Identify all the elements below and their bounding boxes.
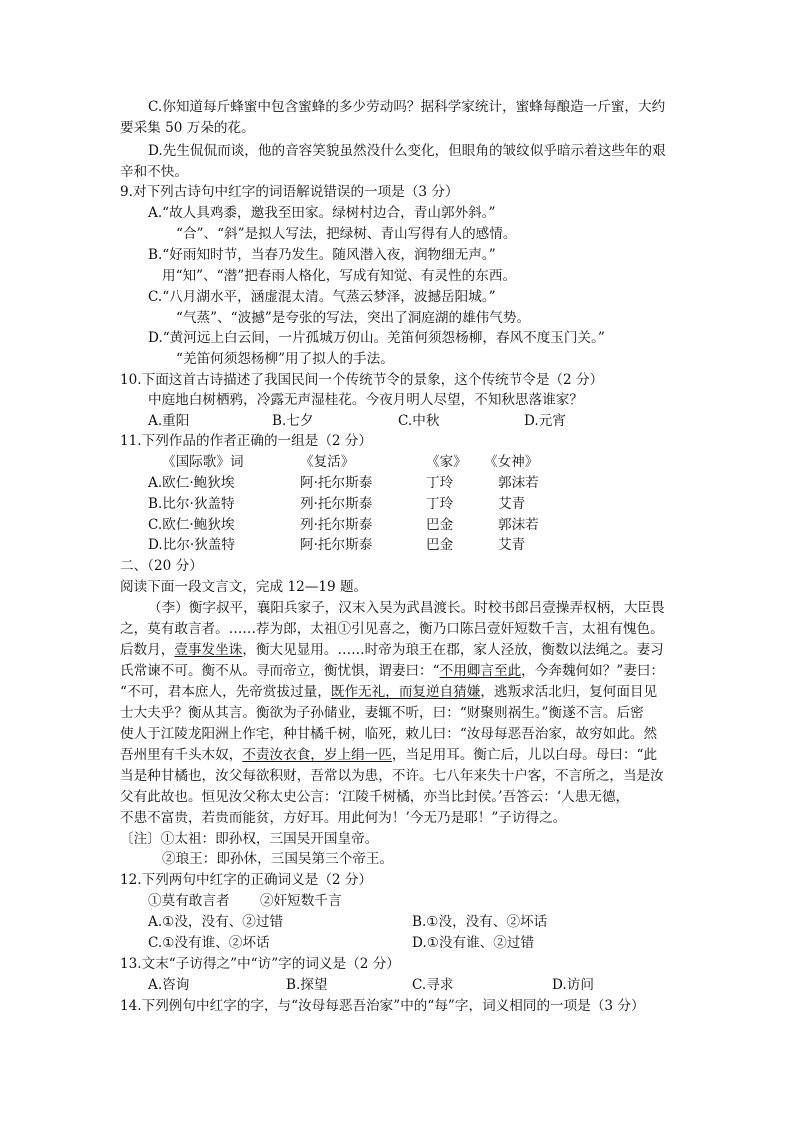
q12-stem: 12.下列两句中红字的正确词义是（2 分） bbox=[120, 872, 373, 888]
q11-row-c-col4: 郭沫若 bbox=[498, 517, 539, 533]
underlined-phrase: 不责汝衣食，岁上绢一匹 bbox=[242, 747, 392, 763]
q11-row-d-col4: 艾青 bbox=[498, 537, 526, 553]
underlined-phrase: 壹事发坐诛 bbox=[174, 642, 243, 658]
passage-text: 吾州里有千头木奴， bbox=[120, 747, 243, 763]
passage-text: “不可，君本庶人，先帝赏拔过量， bbox=[120, 684, 331, 700]
q11-row-a-col1: A.欧仁·鲍狄埃 bbox=[148, 475, 235, 491]
q11-stem: 11.下列作品的作者正确的一组是（2 分） bbox=[120, 433, 373, 449]
q11-row-d-col2: 阿·托尔斯泰 bbox=[300, 537, 373, 553]
section-2-intro: 阅读下面一段文言文，完成 12—19 题。 bbox=[120, 579, 368, 595]
q11-row-c-col1: C.欧仁·鲍狄埃 bbox=[148, 517, 235, 533]
q8-option-d-line2: 辛和不快。 bbox=[120, 164, 188, 180]
q9-option-d: D.“黄河远上白云间，一片孤城万仞山。羌笛何须怨杨柳，春风不度玉门关。” bbox=[148, 330, 605, 346]
q12-option-d: D.①没有谁、②过错 bbox=[412, 935, 535, 951]
q9-stem: 9.对下列古诗句中红字的词语解说错误的一项是（3 分） bbox=[120, 184, 459, 200]
q11-row-d-col1: D.比尔·狄盖特 bbox=[148, 537, 236, 553]
q11-row-c-col2: 列·托尔斯泰 bbox=[300, 517, 373, 533]
q8-option-d-line1: D.先生侃侃而谈，他的音容笑貌虽然没什么变化，但眼角的皱纹似乎暗示着这些年的艰 bbox=[148, 143, 666, 159]
passage-line-8 bbox=[120, 745, 657, 765]
q11-row-a-col3: 丁玲 bbox=[426, 475, 454, 491]
passage-text: ，衡大见显用。……时帝为琅王在郡，家人泾放，衡数以法绳之。妻习 bbox=[242, 642, 664, 658]
q12-option-a: A.①没，没有、②过错 bbox=[148, 914, 284, 930]
passage-text: ，逃叛求活北归，复何面目见 bbox=[480, 684, 658, 700]
passage-line-9: 当是种甘橘也，汝父每欲积财，吾常以为患，不许。七八年来失十户客，不言所之，当是汝 bbox=[120, 768, 664, 784]
q12-item-2: ②奸短数千言 bbox=[260, 893, 342, 909]
passage-line-1: （李）衡字叔平，襄阳兵家子，汉末入吴为武昌渡长。时校书郎吕壹操弄权柄，大臣畏 bbox=[148, 600, 665, 616]
q10-poem: 中庭地白树栖鸦，冷露无声湿桂花。今夜月明人尽望，不知秋思落谁家？ bbox=[148, 392, 583, 408]
q11-header-col2: 《复活》 bbox=[300, 454, 355, 470]
q9-option-c: C.“八月湖水平，涵虚混太清。气蒸云梦泽，波撼岳阳城。” bbox=[148, 289, 496, 305]
q10-option-b: B.七夕 bbox=[272, 413, 314, 429]
q13-option-d: D.访问 bbox=[552, 977, 594, 993]
q13-option-a: A.咨询 bbox=[148, 977, 190, 993]
q12-option-b: B.①没，没有、②坏话 bbox=[412, 914, 548, 930]
q12-item-1: ①莫有敢言者 bbox=[148, 893, 230, 909]
passage-line-2: 之，莫有敢言者。……荐为郎，太祖①引见喜之，衡乃口陈吕壹奸短数千言，太祖有愧色。 bbox=[120, 621, 664, 637]
q13-stem: 13.文末“子访得之”中“访”字的词义是（2 分） bbox=[120, 956, 400, 972]
passage-line-11: 不患不富贵，若贵而能贫，方好耳。用此何为！’今无乃是耶！”子访得之。 bbox=[120, 810, 567, 826]
q11-row-a-col4: 郭沫若 bbox=[498, 475, 539, 491]
q11-row-b-col3: 丁玲 bbox=[426, 496, 454, 512]
q14-stem: 14.下列例句中红字的字，与“汝母每恶吾治家”中的“每”字，词义相同的一项是（3 分） bbox=[120, 998, 645, 1014]
note-1: 〔注〕①太祖：即孙权，三国吴开国皇帝。 bbox=[120, 831, 379, 847]
q8-option-c-line1: C.你知道每斤蜂蜜中包含蜜蜂的多少劳动吗？据科学家统计，蜜蜂每酿造一斤蜜，大约 bbox=[148, 99, 666, 115]
note-2: ②琅王：即孙休，三国吴第三个帝王。 bbox=[162, 851, 394, 867]
passage-text: ，今奔魏何如？”妻曰： bbox=[521, 663, 665, 679]
passage-line-5 bbox=[120, 682, 657, 702]
q11-header-col4: 《女神》 bbox=[484, 454, 539, 470]
q10-option-c: C.中秋 bbox=[398, 413, 440, 429]
passage-text: 后数月， bbox=[120, 642, 175, 658]
passage-line-3 bbox=[120, 640, 664, 660]
passage-text: ，当足用耳。衡亡后，儿以白母。母曰：“此 bbox=[391, 747, 658, 763]
q13-option-c: C.寻求 bbox=[412, 977, 454, 993]
q9-option-c-note: “气蒸”、“波撼”是夸张的写法，突出了洞庭湖的雄伟气势。 bbox=[176, 310, 531, 326]
q11-row-b-col1: B.比尔·狄盖特 bbox=[148, 496, 235, 512]
q10-stem: 10.下面这首古诗描述了我国民间一个传统节令的景象，这个传统节令是（2 分） bbox=[120, 372, 604, 388]
passage-line-6: 士大夫乎？衡从其言。衡欲为子孙储业，妻辄不听，曰：“财聚则祸生。”衡遂不言。后密 bbox=[120, 705, 644, 721]
passage-line-4 bbox=[120, 661, 664, 681]
q11-row-c-col3: 巴金 bbox=[426, 517, 454, 533]
q10-option-a: A.重阳 bbox=[148, 413, 190, 429]
q9-option-a: A.“故人具鸡黍，邀我至田家。绿树村边合，青山郭外斜。” bbox=[148, 205, 496, 221]
q11-header-col3: 《家》 bbox=[426, 454, 467, 470]
q11-header-col1: 《国际歌》词 bbox=[162, 454, 244, 470]
q9-option-b-note: 用“知”、“潜”把春雨人格化，写成有知觉、有灵性的东西。 bbox=[162, 268, 517, 284]
q8-option-c-line2: 要采集 50 万朵的花。 bbox=[120, 120, 255, 136]
q11-row-b-col4: 艾青 bbox=[498, 496, 526, 512]
underlined-phrase: 不用卿言至此 bbox=[439, 663, 522, 679]
q10-option-d: D.元宵 bbox=[524, 413, 566, 429]
q11-row-a-col2: 阿·托尔斯泰 bbox=[300, 475, 373, 491]
passage-line-7: 使人于江陵龙阳洲上作宅，种甘橘千树，临死，敕儿曰：“汝母每恶吾治家，故穷如此。然 bbox=[120, 726, 658, 742]
q9-option-d-note: “羌笛何须怨杨柳”用了拟人的手法。 bbox=[176, 351, 394, 367]
q11-row-b-col2: 列·托尔斯泰 bbox=[300, 496, 373, 512]
q9-option-a-note: “合”、“斜”是拟人写法，把绿树、青山写得有人的感情。 bbox=[176, 226, 517, 242]
q9-option-b: B.“好雨知时节，当春乃发生。随风潜入夜，润物细无声。” bbox=[148, 247, 496, 263]
q12-option-c: C.①没有谁、②坏话 bbox=[148, 935, 270, 951]
section-2-title: 二、（20 分） bbox=[120, 558, 203, 574]
q11-row-d-col3: 巴金 bbox=[426, 537, 454, 553]
q13-option-b: B.探望 bbox=[286, 977, 328, 993]
underlined-phrase: 既作无礼，而复逆自猜嫌 bbox=[330, 684, 481, 700]
passage-text: 氏常谏不可。衡不从。寻而帝立，衡忧惧，谓妻曰：“ bbox=[120, 663, 440, 679]
passage-line-10: 父有此故也。恒见汝父称太史公言：‘江陵千树橘，亦当比封侯。’吾答云：‘人患无德， bbox=[120, 789, 630, 805]
